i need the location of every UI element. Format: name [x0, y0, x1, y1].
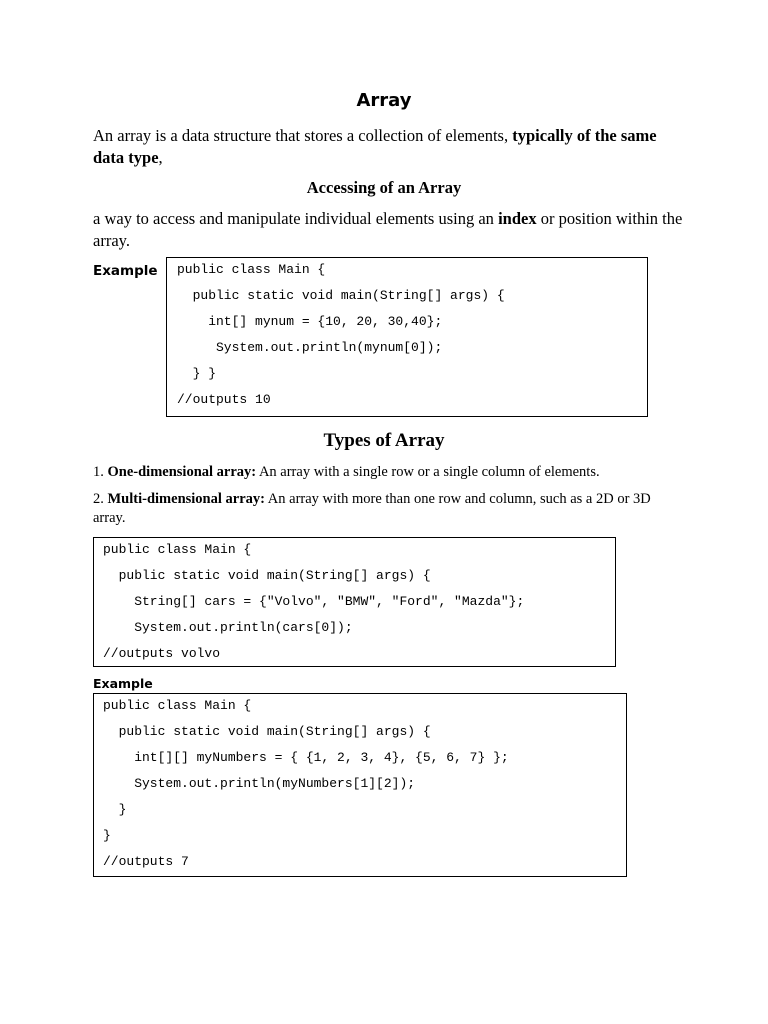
item-term: One-dimensional array:	[107, 464, 257, 480]
accessing-text-after: or position within the array.	[93, 209, 683, 250]
code-line: String[] cars = {"Volvo", "BMW", "Ford", "Mazda"};	[103, 594, 525, 609]
code-block-2	[93, 537, 616, 667]
code-line: }	[103, 828, 111, 843]
code-line: public class Main {	[103, 698, 252, 713]
code-line: }	[103, 802, 127, 817]
type-item-one-dimensional	[93, 463, 683, 482]
intro-paragraph	[93, 125, 683, 169]
code-line: int[][] myNumbers = { {1, 2, 3, 4}, {5, 6, 7} };	[103, 750, 509, 765]
code-line: int[] mynum = {10, 20, 30,40};	[177, 314, 443, 329]
intro-text: An array is a data structure that stores a collection of elements,	[93, 126, 513, 145]
page-title: Array	[356, 90, 412, 111]
code-line: public class Main {	[177, 262, 326, 277]
intro-bold-text: typically of the same data type	[93, 126, 657, 167]
item-number: 1.	[93, 464, 108, 480]
code-line: //outputs 10	[177, 392, 271, 407]
code-line: //outputs 7	[103, 854, 189, 869]
code-line: public class Main {	[103, 542, 252, 557]
types-heading: Types of Array	[323, 430, 445, 451]
code-line: } }	[177, 366, 217, 381]
code-block-1	[166, 257, 648, 417]
example-label-1: Example	[93, 263, 158, 279]
accessing-heading: Accessing of an Array	[306, 178, 462, 197]
item-description: An array with more than one row and column, such as a 2D or 3D array.	[93, 491, 651, 526]
code-line: public static void main(String[] args) {	[103, 724, 431, 739]
code-line: public static void main(String[] args) {	[103, 568, 431, 583]
code-line: System.out.println(myNumbers[1][2]);	[103, 776, 416, 791]
code-line: System.out.println(mynum[0]);	[177, 340, 443, 355]
item-number: 2.	[93, 491, 108, 507]
code-line: public static void main(String[] args) {	[177, 288, 505, 303]
code-line: System.out.println(cars[0]);	[103, 620, 353, 635]
intro-tail: ,	[158, 148, 163, 167]
accessing-bold-text: index	[498, 209, 537, 228]
item-term: Multi-dimensional array:	[107, 491, 265, 507]
code-line: //outputs volvo	[103, 646, 221, 661]
example-label-2: Example	[93, 676, 153, 691]
code-block-3	[93, 693, 627, 877]
accessing-paragraph	[93, 208, 683, 252]
type-item-multi-dimensional	[93, 490, 683, 528]
accessing-text: a way to access and manipulate individual elements using an	[93, 209, 499, 228]
item-description: An array with a single row or a single column of elements.	[256, 464, 600, 480]
